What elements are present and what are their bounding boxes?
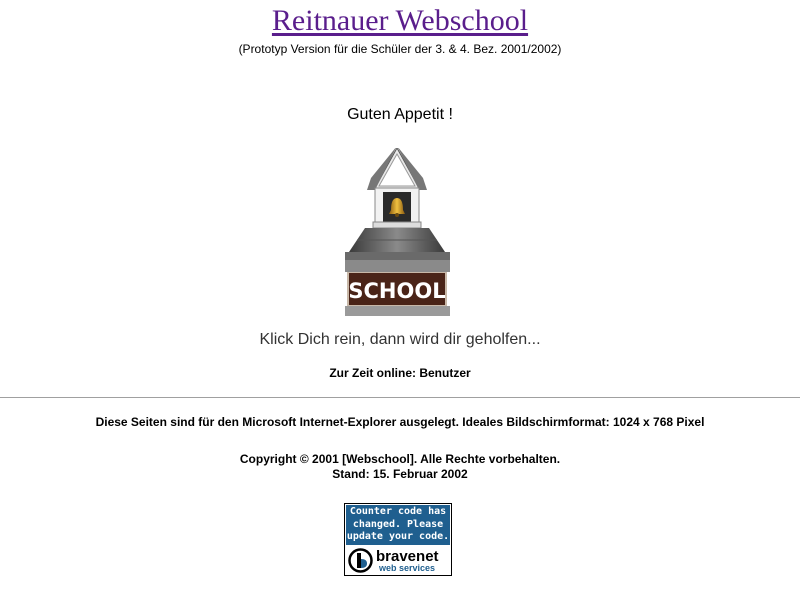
site-subtitle: (Prototyp Version für die Schüler der 3. & 4. Bez. 2001/2002): [238, 42, 562, 56]
school-sign-text: SCHOOL: [348, 279, 446, 303]
counter-message-line: update your code.: [346, 531, 450, 542]
bravenet-brand: bravenet: [376, 548, 439, 565]
copyright-text: Copyright © 2001 [Webschool]. Alle Rechte vorbehalten.: [239, 452, 561, 466]
greeting-text: Guten Appetit !: [347, 106, 453, 123]
divider: [0, 397, 800, 398]
counter-message: [346, 505, 450, 545]
site-title-link[interactable]: Reitnauer Webschool: [271, 4, 529, 37]
schoolhouse-bell-icon: [345, 148, 450, 316]
browser-note: Diese Seiten sind für den Microsoft Internet-Explorer ausgelegt. Ideales Bildschirmformat: 1024 x 768 Pixel: [95, 415, 705, 429]
bravenet-counter-link[interactable]: [344, 503, 452, 576]
counter-message-line: changed. Please: [352, 518, 444, 530]
stand-date: Stand: 15. Februar 2002: [332, 467, 468, 481]
bravenet-badge: [346, 546, 450, 575]
tagline-text: Klick Dich rein, dann wird dir geholfen...: [259, 331, 541, 348]
copyright-block: [0, 452, 800, 482]
counter-message-line: Counter code has: [349, 506, 447, 517]
online-status: Zur Zeit online: Benutzer: [329, 366, 471, 380]
bravenet-logo-icon: [348, 548, 373, 573]
bravenet-brand-sub: web services: [379, 563, 436, 573]
school-enter-link[interactable]: [345, 148, 450, 316]
